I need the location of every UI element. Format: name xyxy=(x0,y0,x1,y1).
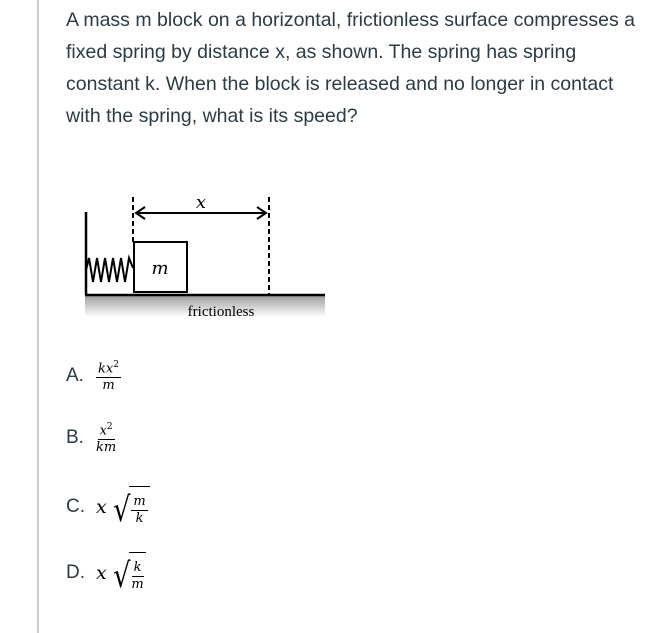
radical-sign-icon: √ xyxy=(112,556,131,596)
block-label: m xyxy=(151,258,169,279)
numerator: kx xyxy=(98,361,114,377)
question-text: A mass m block on a horizontal, frictionless surface compresses a fixed spring by distance x, as shown. The spring has spring constant k. When the block is released and no longer in contact with the spring, what is its speed? xyxy=(66,9,635,127)
formula-prefix: x xyxy=(96,495,107,518)
denominator: km xyxy=(96,440,117,456)
square-root xyxy=(111,486,150,530)
formula xyxy=(96,419,116,456)
square-root xyxy=(111,552,146,596)
option-d[interactable] xyxy=(66,552,146,596)
option-letter: C. xyxy=(66,495,85,517)
exponent: 2 xyxy=(113,360,119,370)
surface-label: frictionless xyxy=(187,304,255,320)
formula xyxy=(96,357,121,394)
denominator: m xyxy=(102,378,115,394)
numerator: x xyxy=(99,423,107,439)
option-letter: B. xyxy=(66,426,84,448)
radical-sign-icon: √ xyxy=(112,490,131,530)
formula-prefix: x xyxy=(96,561,107,584)
option-letter: D. xyxy=(66,561,85,583)
option-c[interactable] xyxy=(66,486,150,530)
option-letter: A. xyxy=(66,364,84,386)
denominator: k xyxy=(135,511,144,526)
option-a[interactable] xyxy=(66,357,121,394)
numerator: k xyxy=(133,560,142,575)
spring xyxy=(86,258,133,282)
distance-label: x xyxy=(195,192,207,213)
option-b[interactable] xyxy=(66,419,116,456)
exponent: 2 xyxy=(106,422,113,432)
numerator: m xyxy=(133,494,146,509)
denominator: m xyxy=(131,577,144,592)
